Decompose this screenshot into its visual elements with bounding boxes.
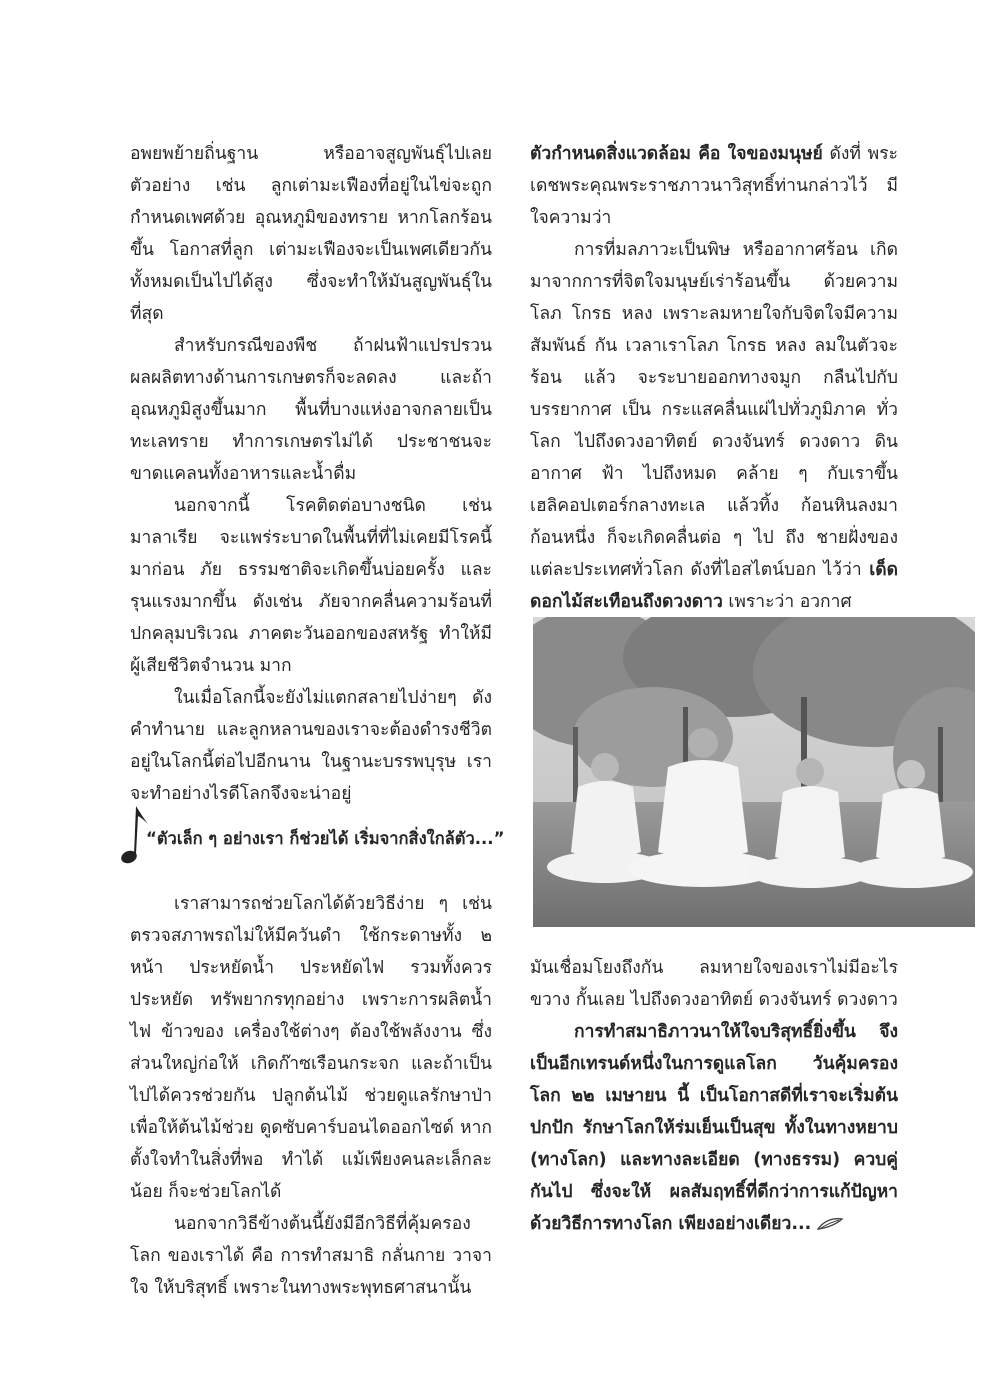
right-column-lower xyxy=(530,952,898,1240)
paragraph xyxy=(530,138,898,234)
left-column-lower xyxy=(130,888,492,1304)
text: เพราะว่า อวกาศ xyxy=(722,592,852,612)
text: ดังที่ พระเดชพระคุณพระราชภาวนาวิสุทธิ์ท่านกล่าวไว้ มีใจความว่า xyxy=(530,144,899,228)
text: การที่มลภาวะเป็นพิษ หรืออากาศร้อน เกิด มาจากการที่จิตใจมนุษย์เร่าร้อนขึ้น ด้วยความโลภ โกรธ หลง เพราะลมหายใจกับจิตใจมีความสัมพันธ์ กัน เวลาเราโลภ โกรธ หลง ลมในตัวจะร้อน แล้ว จะระบายออกทางจมูก กลืนไปกับบรรยากาศ เป็น กระแสคลื่นแผ่ไปทั่วภูมิภาค ทั่วโลก ไปถึงดวงอาทิตย์ ดวงจันทร์ ดวงดาว ดิน อากาศ ฟ้า ไปถึงหมด คล้าย ๆ กับเราขึ้นเฮลิคอปเตอร์กลางทะเล แล้วทิ้ง ก้อนหินลงมาก้อนหนึ่ง ก็จะเกิดคลื่นต่อ ๆ ไป ถึง ชายฝั่งของแต่ละประเทศทั่วโลก ดังที่ไอสไตน์บอก ไว้ว่า xyxy=(530,240,898,580)
paragraph xyxy=(530,1016,898,1240)
section-quote xyxy=(118,800,505,870)
quote-text: “ตัวเล็ก ๆ อย่างเรา ก็ช่วยได้ เริ่มจากสิ่งใกล้ตัว...” xyxy=(146,829,505,848)
paragraph: นอกจากนี้ โรคติดต่อบางชนิด เช่น มาลาเรีย จะแพร่ระบาดในพื้นที่ที่ไม่เคยมีโรคนี้มาก่อน ภัย ธรรมชาติจะเกิดขึ้นบ่อยครั้ง และรุนแรงมากขึ้น ดังเช่น ภัยจากคลื่นความร้อนที่ปกคลุมบริเวณ ภาคตะวันออกของสหรัฐ ทำให้มีผู้เสียชีวิตจำนวน มาก xyxy=(130,496,492,676)
paragraph: มันเชื่อมโยงถึงกัน ลมหายใจของเราไม่มีอะไรขวาง กั้นเลย ไปถึงดวงอาทิตย์ ดวงจันทร์ ดวงดาว xyxy=(530,958,898,1010)
bold-text: การทำสมาธิภาวนาให้ใจบริสุทธิ์ยิ่งขึ้น จึงเป็นอีกเทรนด์หนึ่งในการดูแลโลก วันคุ้มครองโลก ๒๒ เมษายน นี้ เป็นโอกาสดีที่เราจะเริ่มต้นปกปัก รักษาโลกให้ร่มเย็นเป็นสุข ทั้งในทางหยาบ (ทางโลก) และทางละเอียด (ทางธรรม) ควบคู่กันไป ซึ่งจะให้ ผลสัมฤทธิ์ที่ดีกว่าการแก้ปัญหาด้วยวิธีการทางโลก เพียงอย่างเดียว... xyxy=(530,1022,898,1234)
bold-text: ตัวกำหนดสิ่งแวดล้อม คือ ใจของมนุษย์ xyxy=(530,144,823,164)
meditation-photo xyxy=(533,617,975,927)
paragraph: ในเมื่อโลกนี้จะยังไม่แตกสลายไปง่ายๆ ดัง คำทำนาย และลูกหลานของเราจะต้องดำรงชีวิต อยู่ในโลกนี้ต่อไปอีกนาน ในฐานะบรรพบุรุษ เรา จะทำอย่างไรดีโลกจึงจะน่าอยู่ xyxy=(130,688,492,804)
paragraph: สำหรับกรณีของพืช ถ้าฝนฟ้าแปรปรวน ผลผลิตทางด้านการเกษตรก็จะลดลง และถ้า อุณหภูมิสูงขึ้นมาก พื้นที่บางแห่งอาจกลายเป็น ทะเลทราย ทำการเกษตรไม่ได้ ประชาชนจะ ขาดแคลนทั้งอาหารและน้ำดื่ม xyxy=(130,336,492,484)
right-column xyxy=(530,138,898,618)
paragraph: อพยพย้ายถิ่นฐาน หรืออาจสูญพันธุ์ไปเลย ตัวอย่าง เช่น ลูกเต่ามะเฟืองที่อยู่ในไข่จะถูกกำหนดเพศด้วย อุณหภูมิของทราย หากโลกร้อนขึ้น โอกาสที่ลูก เต่ามะเฟืองจะเป็นเพศเดียวกันทั้งหมดเป็นไปได้สูง ซึ่งจะทำให้มันสูญพันธุ์ในที่สุด xyxy=(130,144,492,324)
paragraph: เราสามารถช่วยโลกได้ด้วยวิธีง่าย ๆ เช่น ตรวจสภาพรถไม่ให้มีควันดำ ใช้กระดาษทั้ง ๒ หน้า ประหยัดน้ำ ประหยัดไฟ รวมทั้งควรประหยัด ทรัพยากรทุกอย่าง เพราะการผลิตน้ำ ไฟ ข้าวของ เครื่องใช้ต่างๆ ต้องใช้พลังงาน ซึ่งส่วนใหญ่ก่อให้ เกิดก๊าซเรือนกระจก และถ้าเป็นไปได้ควรช่วยกัน ปลูกต้นไม้ ช่วยดูแลรักษาป่า เพื่อให้ต้นไม้ช่วย ดูดซับคาร์บอนไดออกไซด์ หากตั้งใจทำในสิ่งที่พอ ทำได้ แม้เพียงคนละเล็กละน้อย ก็จะช่วยโลกได้ xyxy=(130,894,492,1202)
paragraph: นอกจากวิธีข้างต้นนี้ยังมีอีกวิธีที่คุ้มครองโลก ของเราได้ คือ การทำสมาธิ กลั่นกาย วาจา ใจ ให้บริสุทธิ์ เพราะในทางพระพุทธศาสนานั้น xyxy=(130,1214,492,1298)
paragraph xyxy=(530,234,898,618)
left-column xyxy=(130,138,492,810)
leaf-icon xyxy=(817,1217,843,1231)
bold-text: เด็ดดอกไม้สะเทือนถึงดวงดาว xyxy=(530,560,898,612)
